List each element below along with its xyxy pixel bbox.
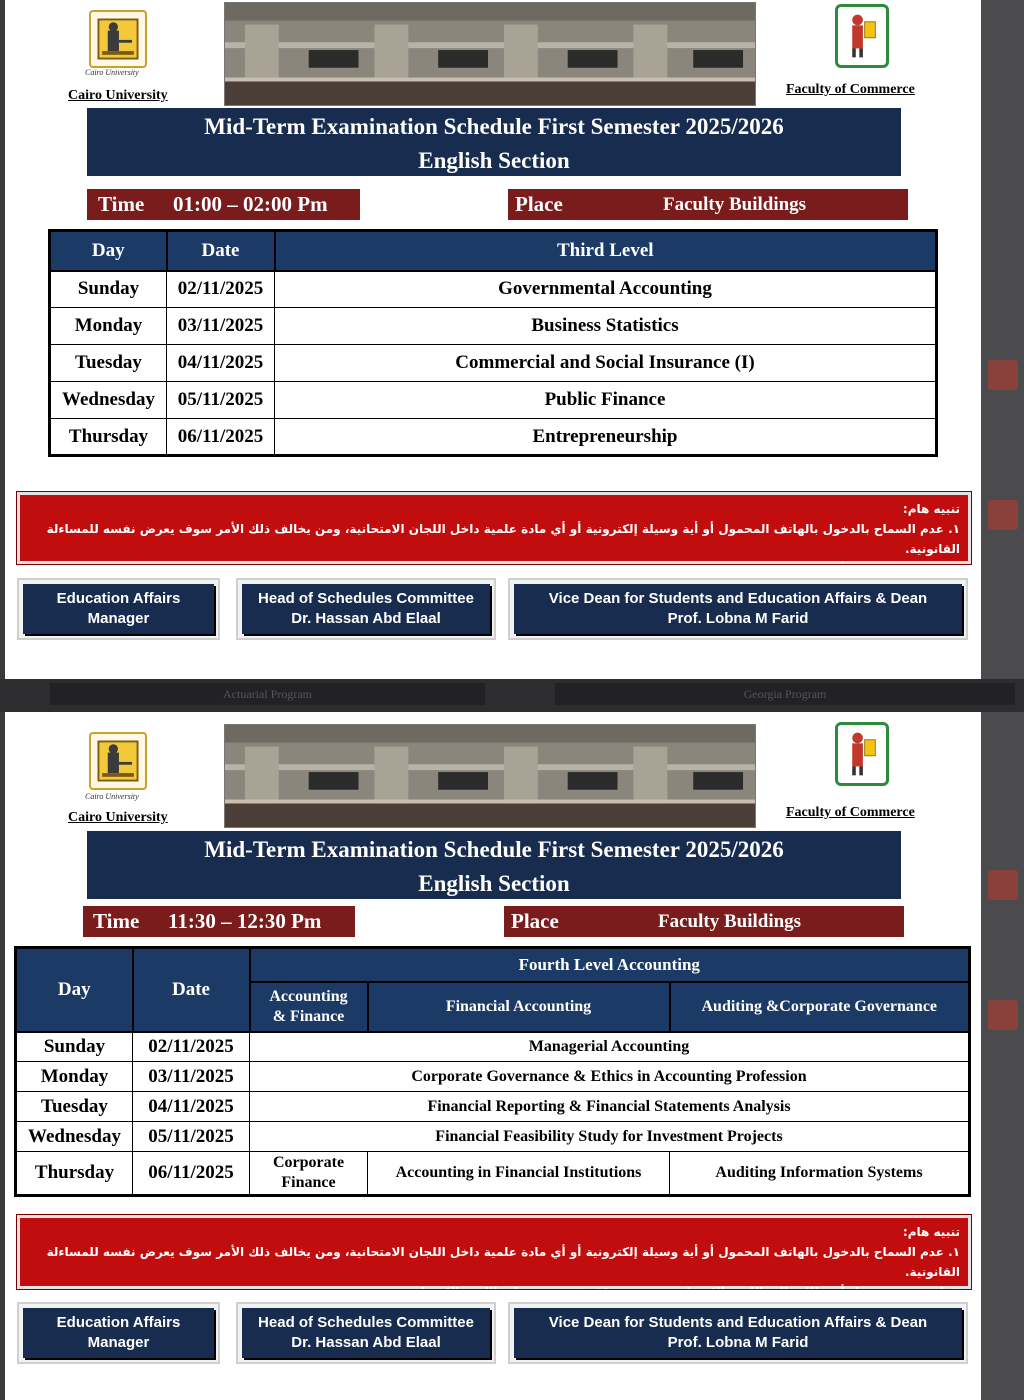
table-row bbox=[50, 345, 937, 382]
row-date: 03/11/2025 bbox=[167, 308, 275, 345]
schedule-sheet-third-level bbox=[5, 0, 981, 679]
table-row bbox=[50, 382, 937, 419]
row-date: 06/11/2025 bbox=[167, 419, 275, 456]
signature-title: Head of Schedules Committee bbox=[258, 1314, 474, 1331]
schedule-table bbox=[48, 229, 938, 457]
row-day: Tuesday bbox=[50, 345, 167, 382]
signature-vice-dean bbox=[508, 578, 968, 640]
notice-item: ٢. لن يسمح بدخول أي طالب الى اللجنة الامتحانية بعد مرور ١٥ دقيقة من بداية اللجنة الإمتحانية. bbox=[399, 1285, 960, 1299]
row-subject-accounting-finance bbox=[250, 1152, 368, 1196]
notice-heading: تنبيه هام: bbox=[902, 502, 960, 516]
schedule-title bbox=[87, 831, 901, 899]
important-notice bbox=[17, 492, 971, 576]
signature-education-affairs bbox=[17, 578, 220, 640]
column-header-auditing: Auditing &Corporate Governance bbox=[670, 982, 970, 1032]
row-day: Wednesday bbox=[50, 382, 167, 419]
row-subject: Commercial and Social Insurance (I) bbox=[275, 345, 937, 382]
place-label: Place bbox=[515, 192, 563, 216]
place-bar bbox=[504, 906, 904, 937]
row-day: Thursday bbox=[16, 1152, 133, 1196]
cairo-university-logo-caption: Cairo University bbox=[85, 792, 139, 801]
table-row bbox=[16, 1152, 970, 1196]
signature-schedules-committee bbox=[236, 1302, 496, 1364]
row-day: Monday bbox=[50, 308, 167, 345]
place-label: Place bbox=[511, 909, 559, 933]
signature-title: Vice Dean for Students and Education Affairs & Dean bbox=[548, 590, 928, 607]
table-row bbox=[50, 308, 937, 345]
place-bar bbox=[508, 189, 908, 220]
schedule-sheet-fourth-level bbox=[5, 712, 981, 1400]
table-row bbox=[16, 1092, 970, 1122]
row-subject: Financial Feasibility Study for Investment Projects bbox=[250, 1122, 970, 1152]
row-subject-financial-accounting: Accounting in Financial Institutions bbox=[368, 1152, 670, 1196]
time-bar bbox=[83, 906, 355, 937]
row-subject: Governmental Accounting bbox=[275, 271, 937, 308]
signature-vice-dean bbox=[508, 1302, 968, 1364]
table-row bbox=[16, 1062, 970, 1092]
time-label: Time bbox=[93, 909, 140, 933]
row-date: 02/11/2025 bbox=[167, 271, 275, 308]
schedule-title bbox=[87, 108, 901, 176]
faculty-of-commerce-logo bbox=[835, 4, 889, 68]
schedule-title-line1: Mid-Term Examination Schedule First Semester 2025/2026 bbox=[204, 114, 784, 139]
university-name: Cairo University bbox=[68, 810, 168, 825]
table-row bbox=[16, 1032, 970, 1062]
time-bar bbox=[87, 189, 360, 220]
time-label: Time bbox=[98, 192, 145, 216]
row-date: 05/11/2025 bbox=[167, 382, 275, 419]
row-subject: Managerial Accounting bbox=[250, 1032, 970, 1062]
row-date: 02/11/2025 bbox=[133, 1032, 250, 1062]
schedule-title-line2: English Section bbox=[418, 871, 570, 896]
row-date: 06/11/2025 bbox=[133, 1152, 250, 1196]
signature-schedules-committee bbox=[236, 578, 496, 640]
column-header-level: Fourth Level Accounting bbox=[250, 948, 970, 982]
column-header-day: Day bbox=[16, 948, 133, 1032]
notice-item: ١. عدم السماح بالدخول بالهاتف المحمول أو أية وسيلة إلكترونية أو أي مادة علمية داخل اللجان الامتحانية، ومن يخالف ذلك الأمر سوف يعرض نفسه للمساءلة القانونية. bbox=[46, 522, 960, 556]
column-header-line: & Finance bbox=[272, 1007, 345, 1025]
place-value: Faculty Buildings bbox=[658, 911, 802, 932]
signature-title: Head of Schedules Committee bbox=[258, 590, 474, 607]
background-thumbnail bbox=[988, 500, 1018, 530]
background-ghost-label: Actuarial Program bbox=[50, 683, 485, 705]
row-subject: Corporate Governance & Ethics in Accounting Profession bbox=[250, 1062, 970, 1092]
table-row bbox=[50, 419, 937, 456]
background-gap bbox=[0, 679, 1024, 712]
row-subject-line: Finance bbox=[281, 1174, 336, 1191]
row-subject: Entrepreneurship bbox=[275, 419, 937, 456]
schedule-title-line1: Mid-Term Examination Schedule First Semester 2025/2026 bbox=[204, 837, 784, 862]
table-row bbox=[50, 271, 937, 308]
row-day: Tuesday bbox=[16, 1092, 133, 1122]
column-header-level: Third Level bbox=[275, 231, 937, 271]
faculty-building-photo bbox=[224, 2, 756, 106]
row-date: 05/11/2025 bbox=[133, 1122, 250, 1152]
cairo-university-logo-caption: Cairo University bbox=[85, 68, 139, 77]
column-header-day: Day bbox=[50, 231, 167, 271]
signature-name: Dr. Hassan Abd Elaal bbox=[291, 610, 441, 627]
row-day: Thursday bbox=[50, 419, 167, 456]
time-value: 01:00 – 02:00 Pm bbox=[173, 192, 328, 216]
background-ghost-label: Georgia Program bbox=[555, 683, 1015, 705]
row-subject: Public Finance bbox=[275, 382, 937, 419]
signature-title: Education Affairs bbox=[56, 590, 181, 607]
signature-name: Manager bbox=[87, 610, 150, 627]
row-date: 04/11/2025 bbox=[133, 1092, 250, 1122]
faculty-building-photo bbox=[224, 724, 756, 828]
time-value: 11:30 – 12:30 Pm bbox=[168, 909, 322, 933]
cairo-university-logo bbox=[89, 732, 147, 790]
row-subject-auditing: Auditing Information Systems bbox=[670, 1152, 970, 1196]
row-date: 04/11/2025 bbox=[167, 345, 275, 382]
signature-name: Prof. Lobna M Farid bbox=[667, 610, 809, 627]
important-notice bbox=[17, 1215, 971, 1299]
faculty-name: Faculty of Commerce bbox=[786, 82, 915, 97]
row-day: Monday bbox=[16, 1062, 133, 1092]
column-header-date: Date bbox=[167, 231, 275, 271]
row-date: 03/11/2025 bbox=[133, 1062, 250, 1092]
row-day: Sunday bbox=[50, 271, 167, 308]
column-header-line: Accounting bbox=[269, 987, 348, 1005]
row-subject-line: Corporate bbox=[272, 1154, 345, 1171]
signature-education-affairs bbox=[17, 1302, 220, 1364]
notice-item: ١. عدم السماح بالدخول بالهاتف المحمول أو أية وسيلة إلكترونية أو أي مادة علمية داخل اللجان الامتحانية، ومن يخالف ذلك الأمر سوف يعرض نفسه للمساءلة القانونية. bbox=[46, 1245, 960, 1279]
row-subject: Financial Reporting & Financial Statements Analysis bbox=[250, 1092, 970, 1122]
background-thumbnail bbox=[988, 360, 1018, 390]
schedule-table bbox=[14, 946, 971, 1197]
faculty-of-commerce-logo bbox=[835, 722, 889, 786]
faculty-name: Faculty of Commerce bbox=[786, 805, 915, 820]
schedule-title-line2: English Section bbox=[418, 148, 570, 173]
place-value: Faculty Buildings bbox=[663, 194, 807, 215]
row-day: Wednesday bbox=[16, 1122, 133, 1152]
university-name: Cairo University bbox=[68, 88, 168, 103]
notice-heading: تنبيه هام: bbox=[902, 1225, 960, 1239]
signature-name: Manager bbox=[87, 1334, 150, 1351]
row-subject: Business Statistics bbox=[275, 308, 937, 345]
cairo-university-logo bbox=[89, 10, 147, 68]
notice-item: ٢. لن يسمح بدخول أي طالب الى اللجنة الامتحانية بعد مرور ١٥ دقيقة من بداية اللجنة الإمتحانية. bbox=[399, 562, 960, 576]
row-day: Sunday bbox=[16, 1032, 133, 1062]
signature-name: Prof. Lobna M Farid bbox=[667, 1334, 809, 1351]
table-row bbox=[16, 1122, 970, 1152]
signature-name: Dr. Hassan Abd Elaal bbox=[291, 1334, 441, 1351]
column-header-date: Date bbox=[133, 948, 250, 1032]
signature-title: Vice Dean for Students and Education Affairs & Dean bbox=[548, 1314, 928, 1331]
background-thumbnail bbox=[988, 1000, 1018, 1030]
column-header-accounting-finance bbox=[250, 982, 368, 1032]
background-thumbnail bbox=[988, 870, 1018, 900]
column-header-financial-accounting: Financial Accounting bbox=[368, 982, 670, 1032]
signature-title: Education Affairs bbox=[56, 1314, 181, 1331]
